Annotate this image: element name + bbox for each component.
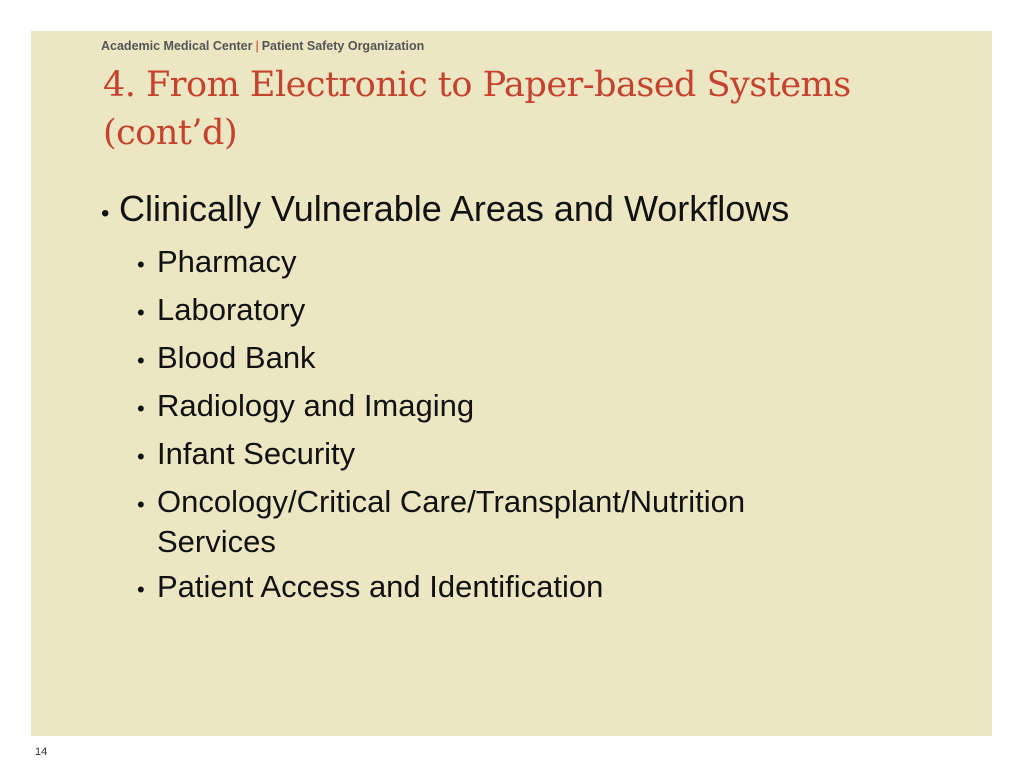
list-item-text: Radiology and Imaging: [157, 388, 475, 423]
bullet-icon: •: [137, 444, 145, 469]
list-item-text: Patient Access and Identification: [157, 569, 604, 604]
list-item: [137, 386, 817, 429]
slide-title: 4. From Electronic to Paper-based Systems (cont’d): [103, 65, 851, 153]
slide-number: 14: [35, 746, 48, 758]
list-item-text: Pharmacy: [157, 244, 297, 279]
bullet-icon: •: [137, 492, 145, 517]
main-bullet-text: Clinically Vulnerable Areas and Workflows: [119, 188, 790, 229]
list-item: [137, 290, 817, 333]
bullet-icon: •: [101, 200, 110, 227]
org-separator: |: [255, 39, 259, 53]
org-header: [101, 39, 424, 53]
list-item-text: Oncology/Critical Care/Transplant/Nutrition Services: [157, 484, 746, 559]
list-item: [137, 567, 817, 610]
org-name-right: Patient Safety Organization: [261, 39, 425, 53]
bullet-icon: •: [137, 396, 145, 421]
org-name-left: Academic Medical Center: [101, 39, 253, 53]
bullet-icon: •: [137, 577, 145, 602]
bullet-icon: •: [137, 252, 145, 277]
list-item: [137, 242, 817, 285]
slide: [31, 31, 992, 736]
list-item-text: Laboratory: [157, 292, 306, 327]
list-item-text: Infant Security: [157, 436, 356, 471]
list-item: [137, 434, 817, 477]
bullet-icon: •: [137, 300, 145, 325]
sub-bullet-list: [137, 242, 817, 610]
bullet-icon: •: [137, 348, 145, 373]
main-bullet: [101, 187, 817, 236]
list-item: [137, 482, 817, 562]
list-item-text: Blood Bank: [157, 340, 316, 375]
slide-content: [101, 187, 817, 615]
list-item: [137, 338, 817, 381]
